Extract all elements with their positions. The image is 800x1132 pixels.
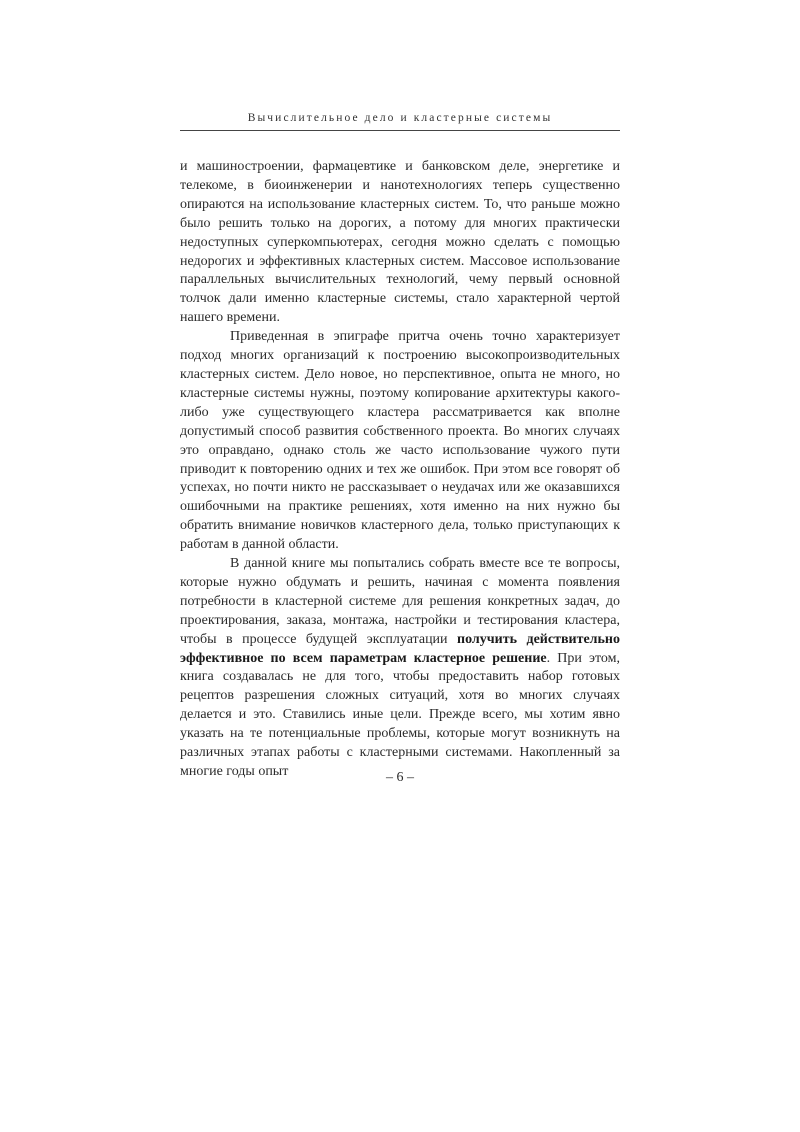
paragraph-3: [180, 555, 620, 782]
body-text: [180, 158, 620, 782]
paragraph-3-emphasis: получить действительно эффективное по всем параметрам кластерное решение: [180, 631, 620, 666]
header-rule: [180, 130, 620, 131]
paragraph-1: и машиностроении, фармацевтике и банковском деле, энергетике и телекоме, в биоинженерии и нанотехнологиях теперь существенно опираются на использование кластерных систем. То, что раньше можно было решить только на дорогих, а потому для многих практически недоступных суперкомпьютерах, сегодня можно сделать с помощью недорогих и эффективных кластерных систем. Массовое использование параллельных вычислительных технологий, чему первый основной толчок дали именно кластерные системы, стало характерной чертой нашего времени.: [180, 159, 620, 326]
paragraph-3-text-start: В данной книге мы попытались собрать вместе все те вопросы, которые нужно обдумать и решить, начиная с момента появления потребности в кластерной системе для решения конкретных задач, до проектирования, заказа, монтажа, настройки и тестирования кластера, чтобы в процессе будущей эксплуатации: [180, 556, 620, 647]
running-header: Вычислительное дело и кластерные системы: [247, 112, 553, 124]
paragraph-3-text-end: . При этом, книга создавалась не для того, чтобы предоставить набор готовых рецептов разрешения сложных ситуаций, хотя во многих случаях делается и это. Ставились иные цели. Прежде всего, мы хотим явно указать на те потенциальные проблемы, которые могут возникнуть на различных этапах работы с кластерными системами. Накопленный за многие годы опыт: [180, 650, 620, 779]
paragraph-2: Приведенная в эпиграфе притча очень точно характеризует подход многих организаций к построению высокопроизводительных кластерных систем. Дело новое, но перспективное, опыта не много, но кластерные системы нужны, поэтому копирование архитектуры какого-либо уже существующего кластера рассматривается как вполне допустимый способ развития собственного проекта. Во многих случаях это оправдано, однако столь же часто использование чужого пути приводит к повторению одних и тех же ошибок. При этом все говорят об успехах, но почти никто не рассказывает о неудачах или же оказавшихся ошибочными на практике решениях, хотя именно на них нужно бы обратить внимание новичков кластерного дела, только приступающих к работам в данной области.: [180, 329, 620, 553]
page-number: – 6 –: [386, 770, 414, 785]
